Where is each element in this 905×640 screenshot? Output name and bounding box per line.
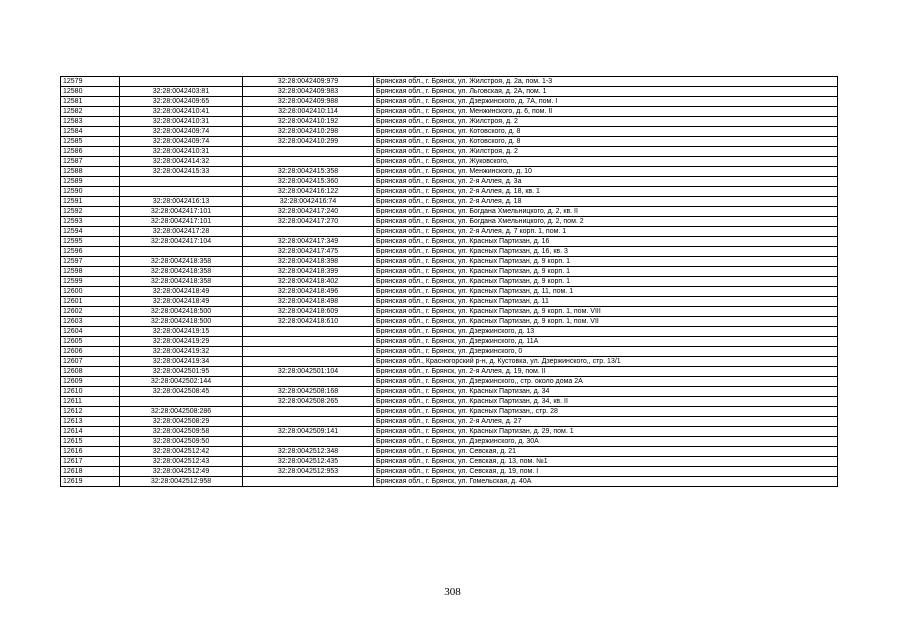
building-number-cell: 32:28:0042416:74 bbox=[243, 197, 374, 207]
land-plot-number-cell: 32:28:0042416:13 bbox=[120, 197, 243, 207]
row-number-cell: 12581 bbox=[61, 97, 120, 107]
row-number-cell: 12601 bbox=[61, 297, 120, 307]
table-row bbox=[61, 117, 838, 127]
row-number-cell: 12594 bbox=[61, 227, 120, 237]
table-row bbox=[61, 307, 838, 317]
table-row bbox=[61, 467, 838, 477]
row-number-cell: 12591 bbox=[61, 197, 120, 207]
building-number-cell: 32:28:0042417:270 bbox=[243, 217, 374, 227]
land-plot-number-cell: 32:28:0042418:500 bbox=[120, 317, 243, 327]
address-cell: Брянская обл., г. Брянск, ул. Красных Партизан, д. 11 bbox=[374, 297, 838, 307]
table-row bbox=[61, 87, 838, 97]
land-plot-number-cell: 32:28:0042417:104 bbox=[120, 237, 243, 247]
row-number-cell: 12600 bbox=[61, 287, 120, 297]
building-number-cell: 32:28:0042410:114 bbox=[243, 107, 374, 117]
building-number-cell bbox=[243, 347, 374, 357]
address-cell: Брянская обл., г. Брянск, ул. Котовского, д. 8 bbox=[374, 127, 838, 137]
address-cell: Брянская обл., г. Брянск, ул. Жуковского, bbox=[374, 157, 838, 167]
table-row bbox=[61, 277, 838, 287]
address-cell: Брянская обл., г. Брянск, ул. 2-я Аллея, д. 7 корп. 1, пом. 1 bbox=[374, 227, 838, 237]
land-plot-number-cell bbox=[120, 77, 243, 87]
address-cell: Брянская обл., г. Брянск, ул. Гомельская, д. 40А bbox=[374, 477, 838, 487]
row-number-cell: 12606 bbox=[61, 347, 120, 357]
building-number-cell: 32:28:0042409:983 bbox=[243, 87, 374, 97]
land-plot-number-cell: 32:28:0042508:45 bbox=[120, 387, 243, 397]
row-number-cell: 12611 bbox=[61, 397, 120, 407]
row-number-cell: 12599 bbox=[61, 277, 120, 287]
table-row bbox=[61, 267, 838, 277]
table-row bbox=[61, 477, 838, 487]
land-plot-number-cell: 32:28:0042512:958 bbox=[120, 477, 243, 487]
row-number-cell: 12593 bbox=[61, 217, 120, 227]
building-number-cell bbox=[243, 147, 374, 157]
table-row bbox=[61, 157, 838, 167]
land-plot-number-cell: 32:28:0042409:65 bbox=[120, 97, 243, 107]
building-number-cell: 32:28:0042410:192 bbox=[243, 117, 374, 127]
row-number-cell: 12592 bbox=[61, 207, 120, 217]
land-plot-number-cell: 32:28:0042418:49 bbox=[120, 297, 243, 307]
building-number-cell: 32:28:0042418:609 bbox=[243, 307, 374, 317]
address-cell: Брянская обл., г. Брянск, ул. Дзержинского, 0 bbox=[374, 347, 838, 357]
table-row bbox=[61, 387, 838, 397]
table-row bbox=[61, 227, 838, 237]
table-row bbox=[61, 427, 838, 437]
building-number-cell: 32:28:0042418:610 bbox=[243, 317, 374, 327]
address-cell: Брянская обл., г. Брянск, ул. Красных Партизан, д. 9 корп. 1 bbox=[374, 277, 838, 287]
registry-table bbox=[60, 76, 838, 487]
table-row bbox=[61, 167, 838, 177]
building-number-cell: 32:28:0042415:358 bbox=[243, 167, 374, 177]
land-plot-number-cell: 32:28:0042417:101 bbox=[120, 207, 243, 217]
address-cell: Брянская обл., г. Брянск, ул. Богдана Хмельницкого, д. 2, кв. II bbox=[374, 207, 838, 217]
address-cell: Брянская обл., г. Брянск, ул. Менжинского, д. 6, пом. II bbox=[374, 107, 838, 117]
registry-table-body bbox=[61, 77, 838, 487]
row-number-cell: 12618 bbox=[61, 467, 120, 477]
land-plot-number-cell: 32:28:0042417:28 bbox=[120, 227, 243, 237]
table-row bbox=[61, 357, 838, 367]
table-row bbox=[61, 367, 838, 377]
address-cell: Брянская обл., г. Брянск, ул. Красных Партизан, д. 34, кв. II bbox=[374, 397, 838, 407]
row-number-cell: 12590 bbox=[61, 187, 120, 197]
page-number: 308 bbox=[444, 586, 461, 598]
land-plot-number-cell: 32:28:0042419:32 bbox=[120, 347, 243, 357]
land-plot-number-cell: 32:28:0042418:49 bbox=[120, 287, 243, 297]
building-number-cell: 32:28:0042512:435 bbox=[243, 457, 374, 467]
address-cell: Брянская обл., г. Брянск, ул. Котовского, д. 8 bbox=[374, 137, 838, 147]
land-plot-number-cell bbox=[120, 247, 243, 257]
table-row bbox=[61, 297, 838, 307]
address-cell: Брянская обл., г. Брянск, ул. Красных Партизан, д. 16 bbox=[374, 237, 838, 247]
row-number-cell: 12613 bbox=[61, 417, 120, 427]
table-row bbox=[61, 347, 838, 357]
building-number-cell bbox=[243, 327, 374, 337]
land-plot-number-cell: 32:28:0042418:358 bbox=[120, 277, 243, 287]
land-plot-number-cell: 32:28:0042410:31 bbox=[120, 147, 243, 157]
address-cell: Брянская обл., г. Брянск, ул. Севская, д. 13, пом. №1 bbox=[374, 457, 838, 467]
land-plot-number-cell: 32:28:0042512:42 bbox=[120, 447, 243, 457]
table-row bbox=[61, 447, 838, 457]
table-row bbox=[61, 187, 838, 197]
table-row bbox=[61, 197, 838, 207]
row-number-cell: 12605 bbox=[61, 337, 120, 347]
address-cell: Брянская обл., г. Брянск, ул. Красных Партизан, д. 11, пом. 1 bbox=[374, 287, 838, 297]
building-number-cell: 32:28:0042409:979 bbox=[243, 77, 374, 87]
table-row bbox=[61, 317, 838, 327]
table-row bbox=[61, 247, 838, 257]
table-row bbox=[61, 137, 838, 147]
row-number-cell: 12589 bbox=[61, 177, 120, 187]
land-plot-number-cell: 32:28:0042509:58 bbox=[120, 427, 243, 437]
row-number-cell: 12596 bbox=[61, 247, 120, 257]
building-number-cell bbox=[243, 477, 374, 487]
table-row bbox=[61, 377, 838, 387]
address-cell: Брянская обл., Красногорский р-н, д. Кустовка, ул. Дзержинского,, стр. 13/1 bbox=[374, 357, 838, 367]
row-number-cell: 12597 bbox=[61, 257, 120, 267]
table-row bbox=[61, 107, 838, 117]
table-row bbox=[61, 397, 838, 407]
row-number-cell: 12595 bbox=[61, 237, 120, 247]
building-number-cell bbox=[243, 437, 374, 447]
table-row bbox=[61, 77, 838, 87]
row-number-cell: 12584 bbox=[61, 127, 120, 137]
land-plot-number-cell: 32:28:0042418:500 bbox=[120, 307, 243, 317]
building-number-cell bbox=[243, 407, 374, 417]
building-number-cell bbox=[243, 157, 374, 167]
table-row bbox=[61, 337, 838, 347]
building-number-cell bbox=[243, 377, 374, 387]
table-row bbox=[61, 327, 838, 337]
row-number-cell: 12598 bbox=[61, 267, 120, 277]
address-cell: Брянская обл., г. Брянск, ул. 2-я Аллея, д. 27 bbox=[374, 417, 838, 427]
address-cell: Брянская обл., г. Брянск, ул. 2-я Аллея, д. 18 bbox=[374, 197, 838, 207]
building-number-cell: 32:28:0042508:265 bbox=[243, 397, 374, 407]
building-number-cell bbox=[243, 417, 374, 427]
building-number-cell: 32:28:0042508:168 bbox=[243, 387, 374, 397]
address-cell: Брянская обл., г. Брянск, ул. Севская, д. 19, пом. I bbox=[374, 467, 838, 477]
land-plot-number-cell: 32:28:0042419:15 bbox=[120, 327, 243, 337]
building-number-cell bbox=[243, 227, 374, 237]
address-cell: Брянская обл., г. Брянск, ул. 2-я Аллея, д. 3а bbox=[374, 177, 838, 187]
building-number-cell: 32:28:0042418:498 bbox=[243, 297, 374, 307]
land-plot-number-cell: 32:28:0042417:101 bbox=[120, 217, 243, 227]
row-number-cell: 12586 bbox=[61, 147, 120, 157]
address-cell: Брянская обл., г. Брянск, ул. Льговская, д. 2А, пом. 1 bbox=[374, 87, 838, 97]
building-number-cell: 32:28:0042509:141 bbox=[243, 427, 374, 437]
row-number-cell: 12604 bbox=[61, 327, 120, 337]
table-row bbox=[61, 217, 838, 227]
land-plot-number-cell bbox=[120, 397, 243, 407]
building-number-cell: 32:28:0042409:988 bbox=[243, 97, 374, 107]
row-number-cell: 12583 bbox=[61, 117, 120, 127]
land-plot-number-cell: 32:28:0042502:144 bbox=[120, 377, 243, 387]
address-cell: Брянская обл., г. Брянск, ул. Красных Партизан, д. 29, пом. 1 bbox=[374, 427, 838, 437]
row-number-cell: 12602 bbox=[61, 307, 120, 317]
row-number-cell: 12587 bbox=[61, 157, 120, 167]
table-row bbox=[61, 97, 838, 107]
table-row bbox=[61, 287, 838, 297]
address-cell: Брянская обл., г. Брянск, ул. Дзержинского, д. 7А, пом. I bbox=[374, 97, 838, 107]
address-cell: Брянская обл., г. Брянск, ул. Красных Партизан, д. 9 корп. 1 bbox=[374, 267, 838, 277]
address-cell: Брянская обл., г. Брянск, ул. Дзержинского, д. 30А bbox=[374, 437, 838, 447]
address-cell: Брянская обл., г. Брянск, ул. Богдана Хмельницкого, д. 2, пом. 2 bbox=[374, 217, 838, 227]
address-cell: Брянская обл., г. Брянск, ул. Красных Партизан, д. 9 корп. 1, пом. VIII bbox=[374, 307, 838, 317]
address-cell: Брянская обл., г. Брянск, ул. Красных Партизан, д. 9 корп. 1 bbox=[374, 257, 838, 267]
building-number-cell: 32:28:0042418:399 bbox=[243, 267, 374, 277]
building-number-cell: 32:28:0042418:496 bbox=[243, 287, 374, 297]
land-plot-number-cell: 32:28:0042512:43 bbox=[120, 457, 243, 467]
land-plot-number-cell: 32:28:0042418:358 bbox=[120, 257, 243, 267]
row-number-cell: 12619 bbox=[61, 477, 120, 487]
land-plot-number-cell: 32:28:0042418:358 bbox=[120, 267, 243, 277]
table-row bbox=[61, 127, 838, 137]
land-plot-number-cell: 32:28:0042512:49 bbox=[120, 467, 243, 477]
land-plot-number-cell: 32:28:0042509:50 bbox=[120, 437, 243, 447]
land-plot-number-cell: 32:28:0042403:81 bbox=[120, 87, 243, 97]
building-number-cell bbox=[243, 337, 374, 347]
address-cell: Брянская обл., г. Брянск, ул. Севская, д. 21 bbox=[374, 447, 838, 457]
row-number-cell: 12616 bbox=[61, 447, 120, 457]
address-cell: Брянская обл., г. Брянск, ул. Дзержинского,, стр. около дома 2А bbox=[374, 377, 838, 387]
land-plot-number-cell: 32:28:0042419:29 bbox=[120, 337, 243, 347]
building-number-cell: 32:28:0042416:122 bbox=[243, 187, 374, 197]
land-plot-number-cell: 32:28:0042414:32 bbox=[120, 157, 243, 167]
land-plot-number-cell bbox=[120, 187, 243, 197]
row-number-cell: 12580 bbox=[61, 87, 120, 97]
building-number-cell: 32:28:0042417:349 bbox=[243, 237, 374, 247]
land-plot-number-cell: 32:28:0042415:33 bbox=[120, 167, 243, 177]
table-row bbox=[61, 437, 838, 447]
building-number-cell: 32:28:0042417:475 bbox=[243, 247, 374, 257]
land-plot-number-cell: 32:28:0042508:29 bbox=[120, 417, 243, 427]
table-row bbox=[61, 417, 838, 427]
table-row bbox=[61, 237, 838, 247]
address-cell: Брянская обл., г. Брянск, ул. Красных Партизан,, стр. 28 bbox=[374, 407, 838, 417]
building-number-cell: 32:28:0042512:348 bbox=[243, 447, 374, 457]
building-number-cell: 32:28:0042512:953 bbox=[243, 467, 374, 477]
address-cell: Брянская обл., г. Брянск, ул. Жилстроя, д. 2 bbox=[374, 117, 838, 127]
address-cell: Брянская обл., г. Брянск, ул. 2-я Аллея, д. 18, кв. 1 bbox=[374, 187, 838, 197]
row-number-cell: 12579 bbox=[61, 77, 120, 87]
building-number-cell: 32:28:0042410:299 bbox=[243, 137, 374, 147]
building-number-cell: 32:28:0042417:240 bbox=[243, 207, 374, 217]
row-number-cell: 12617 bbox=[61, 457, 120, 467]
row-number-cell: 12588 bbox=[61, 167, 120, 177]
address-cell: Брянская обл., г. Брянск, ул. Жилстроя, д. 2а, пом. 1-3 bbox=[374, 77, 838, 87]
address-cell: Брянская обл., г. Брянск, ул. Дзержинского, д. 11А bbox=[374, 337, 838, 347]
land-plot-number-cell: 32:28:0042410:41 bbox=[120, 107, 243, 117]
row-number-cell: 12609 bbox=[61, 377, 120, 387]
row-number-cell: 12607 bbox=[61, 357, 120, 367]
address-cell: Брянская обл., г. Брянск, ул. Красных Партизан, д. 34 bbox=[374, 387, 838, 397]
address-cell: Брянская обл., г. Брянск, ул. 2-я Аллея, д. 19, пом. II bbox=[374, 367, 838, 377]
building-number-cell: 32:28:0042410:298 bbox=[243, 127, 374, 137]
land-plot-number-cell: 32:28:0042409:74 bbox=[120, 137, 243, 147]
table-row bbox=[61, 147, 838, 157]
row-number-cell: 12582 bbox=[61, 107, 120, 117]
row-number-cell: 12610 bbox=[61, 387, 120, 397]
table-row bbox=[61, 407, 838, 417]
row-number-cell: 12615 bbox=[61, 437, 120, 447]
address-cell: Брянская обл., г. Брянск, ул. Дзержинского, д. 13 bbox=[374, 327, 838, 337]
building-number-cell bbox=[243, 357, 374, 367]
table-row bbox=[61, 177, 838, 187]
row-number-cell: 12603 bbox=[61, 317, 120, 327]
table-row bbox=[61, 207, 838, 217]
building-number-cell: 32:28:0042418:398 bbox=[243, 257, 374, 267]
building-number-cell: 32:28:0042501:104 bbox=[243, 367, 374, 377]
building-number-cell: 32:28:0042415:360 bbox=[243, 177, 374, 187]
land-plot-number-cell bbox=[120, 177, 243, 187]
address-cell: Брянская обл., г. Брянск, ул. Красных Партизан, д. 16, кв. 3 bbox=[374, 247, 838, 257]
table-row bbox=[61, 257, 838, 267]
address-cell: Брянская обл., г. Брянск, ул. Красных Партизан, д. 9 корп. 1, пом. VII bbox=[374, 317, 838, 327]
row-number-cell: 12608 bbox=[61, 367, 120, 377]
building-number-cell: 32:28:0042418:402 bbox=[243, 277, 374, 287]
land-plot-number-cell: 32:28:0042508:286 bbox=[120, 407, 243, 417]
land-plot-number-cell: 32:28:0042501:95 bbox=[120, 367, 243, 377]
row-number-cell: 12585 bbox=[61, 137, 120, 147]
land-plot-number-cell: 32:28:0042409:74 bbox=[120, 127, 243, 137]
row-number-cell: 12614 bbox=[61, 427, 120, 437]
address-cell: Брянская обл., г. Брянск, ул. Жилстроя, д. 2 bbox=[374, 147, 838, 157]
address-cell: Брянская обл., г. Брянск, ул. Менжинского, д. 10 bbox=[374, 167, 838, 177]
table-row bbox=[61, 457, 838, 467]
row-number-cell: 12612 bbox=[61, 407, 120, 417]
land-plot-number-cell: 32:28:0042410:31 bbox=[120, 117, 243, 127]
land-plot-number-cell: 32:28:0042419:34 bbox=[120, 357, 243, 367]
